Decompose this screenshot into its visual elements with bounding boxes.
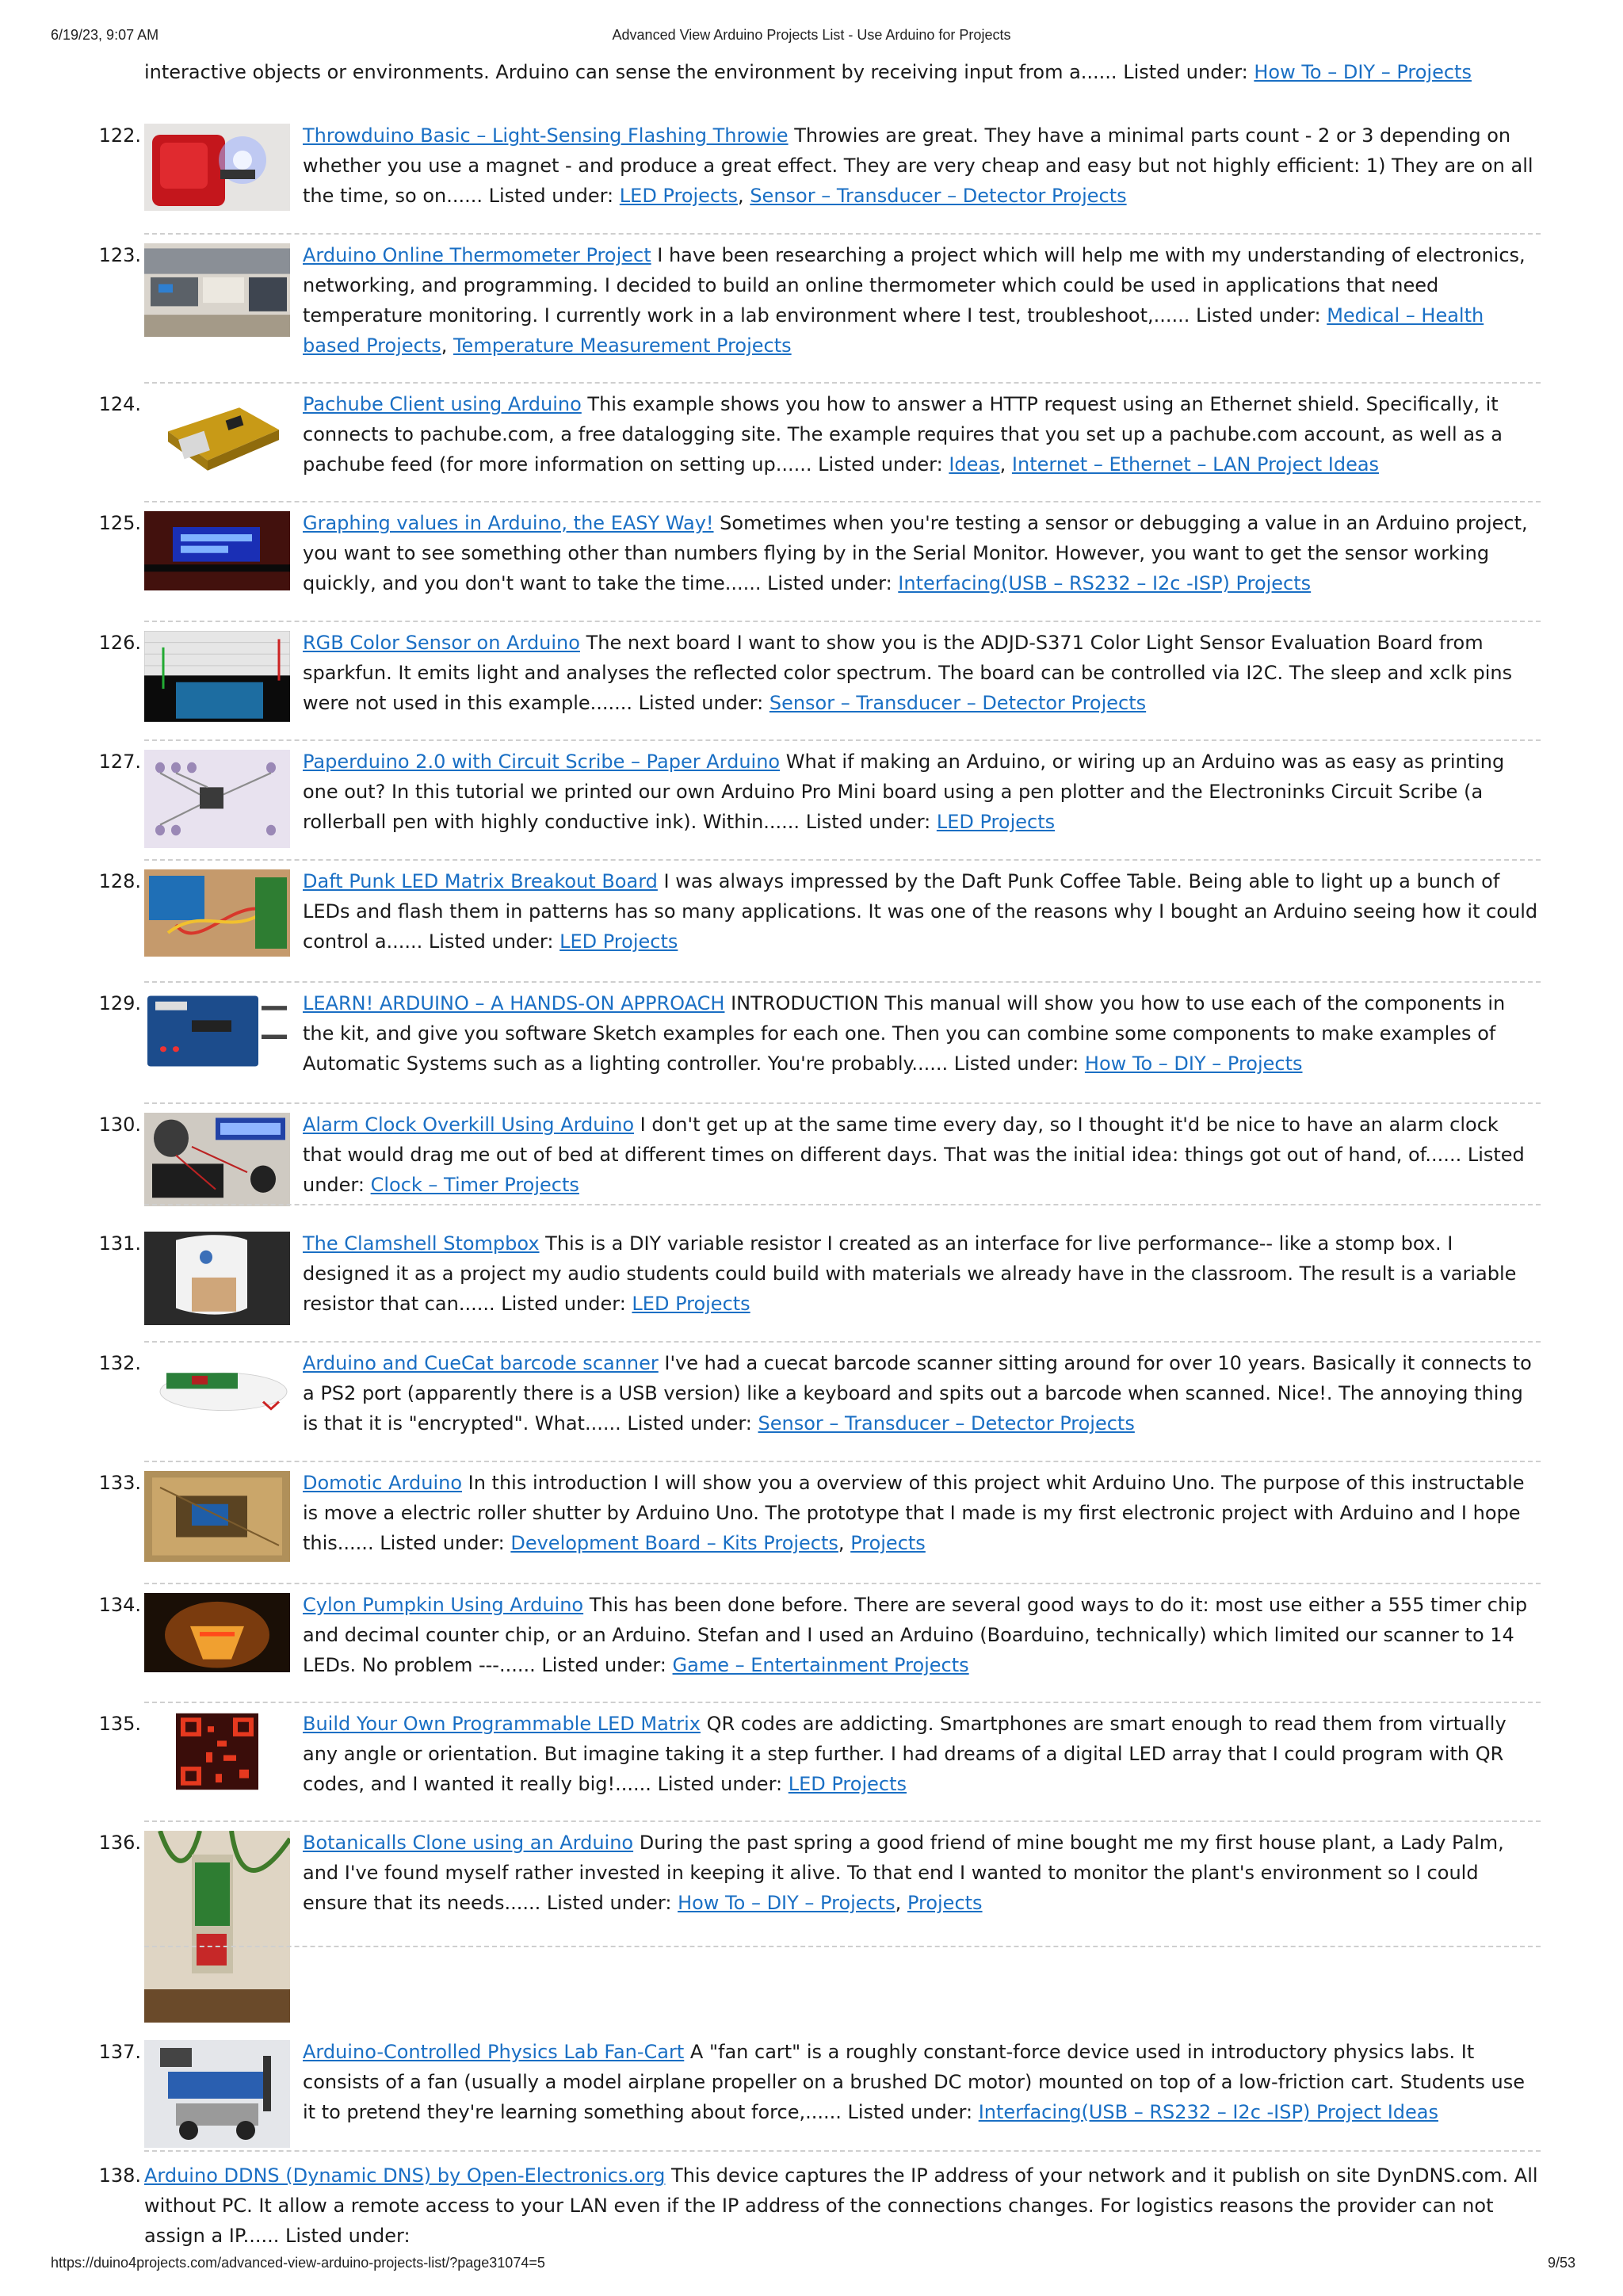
project-title-link[interactable]: Build Your Own Programmable LED Matrix	[303, 1713, 701, 1735]
project-thumbnail[interactable]	[144, 1712, 290, 1791]
item-divider	[144, 1820, 1541, 1822]
project-thumbnail[interactable]	[144, 511, 290, 590]
item-summary: I don't get up at the same time every day, so I thought it'd be nice to have an alarm clock that would drag me out of bed at different times on different days. That was the initial idea: things got out of hand, of...... Listed under:	[303, 1114, 1525, 1196]
item-description	[303, 1228, 1541, 1319]
intro-paragraph	[144, 57, 1539, 87]
project-title-link[interactable]: Arduino DDNS (Dynamic DNS) by Open-Electronics.org	[144, 2164, 666, 2187]
item-divider	[144, 1461, 1541, 1462]
project-thumbnail[interactable]	[144, 2040, 290, 2148]
item-divider	[144, 1341, 1541, 1343]
item-description	[303, 508, 1541, 598]
project-title-link[interactable]: Arduino Online Thermometer Project	[303, 244, 651, 266]
project-thumbnail[interactable]	[144, 1232, 290, 1325]
project-thumbnail[interactable]	[144, 1351, 290, 1431]
project-title-link[interactable]: RGB Color Sensor on Arduino	[303, 632, 580, 654]
item-summary: During the past spring a good friend of mine bought me my first house plant, a Lady Palm, and I've found myself rather invested in keeping it alive. To that end I wanted to monitor the plant's environment so I could ensure that its needs...... Listed under:	[303, 1832, 1504, 1914]
item-divider	[144, 233, 1541, 235]
category-link[interactable]: Medical – Health based Projects	[303, 304, 1484, 357]
item-divider	[144, 859, 1541, 861]
item-number: 124.	[98, 393, 141, 415]
project-title-link[interactable]: LEARN! ARDUINO – A HANDS-ON APPROACH	[303, 992, 725, 1014]
category-link[interactable]: LED Projects	[936, 811, 1056, 833]
item-number: 136.	[98, 1832, 141, 1854]
category-separator: ,	[441, 334, 453, 357]
item-description	[144, 2160, 1541, 2251]
category-separator: ,	[999, 453, 1012, 476]
project-title-link[interactable]: Domotic Arduino	[303, 1472, 462, 1494]
category-link[interactable]: Sensor – Transducer – Detector Projects	[769, 692, 1147, 714]
category-link[interactable]: Clock – Timer Projects	[370, 1174, 579, 1196]
item-number: 132.	[98, 1352, 141, 1374]
category-separator: ,	[738, 185, 750, 207]
item-number: 128.	[98, 870, 141, 892]
category-link[interactable]: Sensor – Transducer – Detector Projects	[750, 185, 1127, 207]
print-header-datetime: 6/19/23, 9:07 AM	[51, 27, 159, 43]
item-description	[303, 628, 1541, 718]
project-title-link[interactable]: Graphing values in Arduino, the EASY Way!	[303, 512, 714, 534]
project-title-link[interactable]: Cylon Pumpkin Using Arduino	[303, 1594, 584, 1616]
item-number: 129.	[98, 992, 141, 1014]
project-thumbnail[interactable]	[144, 1831, 290, 2023]
item-summary: The next board I want to show you is the ADJD-S371 Color Light Sensor Evaluation Board from sparkfun. It emits light and analyses the reflected color spectrum. The board can be controlled via I2C. The sleep and xclk pins were not used in this example....... Listed under:	[303, 632, 1513, 714]
project-thumbnail[interactable]	[144, 1113, 290, 1206]
item-divider	[144, 1204, 1541, 1205]
item-description	[303, 747, 1541, 837]
item-description	[303, 120, 1541, 211]
item-number: 135.	[98, 1713, 141, 1735]
item-description	[303, 866, 1541, 957]
item-summary: INTRODUCTION This manual will show you how to use each of the components in the kit, and give you software Sketch examples for each one. Then you can combine some components to make examples of Automatic Systems such as a lighting controller. You're probably...... Listed under:	[303, 992, 1506, 1075]
category-link[interactable]: Interfacing(USB – RS232 – I2c -ISP) Project Ideas	[978, 2101, 1438, 2123]
item-description	[303, 1468, 1541, 1558]
category-link[interactable]: How To – DIY – Projects	[1084, 1052, 1303, 1075]
category-separator: ,	[838, 1532, 851, 1554]
category-link[interactable]: Sensor – Transducer – Detector Projects	[758, 1412, 1135, 1435]
project-title-link[interactable]: Arduino-Controlled Physics Lab Fan-Cart	[303, 2041, 685, 2063]
item-summary: This is a DIY variable resistor I created as an interface for live performance-- like a stomp box. I designed it as a project my audio students could build with materials we already have in the classroom. The result is a variable resistor that can...... Listed under:	[303, 1232, 1517, 1315]
item-number: 123.	[98, 244, 141, 266]
category-link[interactable]: Projects	[850, 1532, 926, 1554]
item-description	[303, 2037, 1541, 2127]
item-divider	[144, 1102, 1541, 1104]
item-description	[303, 1590, 1541, 1680]
category-link[interactable]: Interfacing(USB – RS232 – I2c -ISP) Projects	[898, 572, 1312, 594]
item-number: 133.	[98, 1472, 141, 1494]
item-description	[303, 1110, 1541, 1200]
category-link[interactable]: Internet – Ethernet – LAN Project Ideas	[1011, 453, 1380, 476]
item-divider	[144, 1583, 1541, 1584]
item-summary: Sometimes when you're testing a sensor or debugging a value in an Arduino project, you want to see something other than numbers flying by in the Serial Monitor. However, you want to get the sensor working quickly, and you don't want to take the time...... Listed under:	[303, 512, 1528, 594]
item-divider	[144, 501, 1541, 502]
project-title-link[interactable]: Daft Punk LED Matrix Breakout Board	[303, 870, 658, 892]
item-summary: This has been done before. There are several good ways to do it: most use either a 555 timer chip and decimal counter chip, or an Arduino. Stefan and I used an Arduino (Boarduino, technically) which limited our scanner to 14 LEDs. No problem ---...... Listed under:	[303, 1594, 1528, 1676]
item-divider	[144, 981, 1541, 983]
item-number: 125.	[98, 512, 141, 534]
item-divider	[144, 1702, 1541, 1703]
category-link[interactable]: LED Projects	[632, 1293, 750, 1315]
item-summary: I have been researching a project which will help me with my understanding of electronics, networking, and programming. I decided to build an online thermometer which could be used in applications that need temperature monitoring. I currently work in a lab environment where I test, troubleshoot,...... Listed under:	[303, 244, 1526, 327]
item-summary: This example shows you how to answer a HTTP request using an Ethernet shield. Specifically, it connects to pachube.com, a free datalogging site. The example requires that you set up a pachube.com account, as well as a pachube feed (for more information on setting up...... Listed under:	[303, 393, 1503, 476]
category-link[interactable]: Game – Entertainment Projects	[672, 1654, 969, 1676]
item-number: 126.	[98, 632, 141, 654]
project-thumbnail[interactable]	[144, 991, 290, 1071]
project-title-link[interactable]: Pachube Client using Arduino	[303, 393, 582, 415]
item-divider	[144, 1946, 1541, 1947]
project-thumbnail[interactable]	[144, 869, 290, 977]
item-description	[303, 1709, 1541, 1799]
item-divider	[144, 2150, 1541, 2152]
item-summary: In this introduction I will show you a overview of this project whit Arduino Uno. The purpose of this instructable is move a electric roller shutter by Arduino Uno. The prototype that I made is my first electronic project with Arduino and I hope this...... Listed under:	[303, 1472, 1525, 1554]
category-link[interactable]: Projects	[907, 1892, 983, 1914]
category-link[interactable]: How To – DIY – Projects	[678, 1892, 896, 1914]
project-title-link[interactable]: The Clamshell Stompbox	[303, 1232, 540, 1255]
item-divider	[144, 739, 1541, 741]
item-summary: A "fan cart" is a roughly constant-force device used in introductory physics labs. It consists of a fan (usually a model airplane propeller on a brushed DC motor) mounted on top of a low-friction cart. Students use it to pretend they're learning something about force,...... Listed under:	[303, 2041, 1526, 2123]
project-title-link[interactable]: Arduino and CueCat barcode scanner	[303, 1352, 659, 1374]
project-thumbnail[interactable]	[144, 750, 290, 848]
project-thumbnail[interactable]	[144, 1593, 290, 1672]
item-number: 138.	[98, 2164, 141, 2187]
item-summary: Throwies are great. They have a minimal parts count - 2 or 3 depending on whether you use a magnet - and produce a great effect. They are very cheap and easy but not highly efficient: 1) They are on all the time, so on...... Listed under:	[303, 124, 1533, 207]
item-summary: This device captures the IP address of your network and it publish on site DynDNS.com. All without PC. It allow a remote access to your LAN even if the IP address of the connections changes. For logistics reasons the provider can not assign a IP...... Listed under:	[144, 2164, 1538, 2247]
print-footer-page-number: 9/53	[1547, 2255, 1575, 2271]
item-summary: What if making an Arduino, or wiring up an Arduino was as easy as printing one out? In this tutorial we printed our own Arduino Pro Mini board using a pen plotter and the Electroninks Circuit Scribe (a rollerball pen with highly conductive ink). Within...... Listed under:	[303, 751, 1505, 833]
project-title-link[interactable]: Alarm Clock Overkill Using Arduino	[303, 1114, 635, 1136]
item-divider	[144, 382, 1541, 384]
item-summary: I've had a cuecat barcode scanner sitting around for over 10 years. Basically it connects to a PS2 port (apparently there is a USB version) like a keyboard and spits out a barcode when scanned. Nice!. The annoying thing is that it is "encrypted". What...... Listed under:	[303, 1352, 1532, 1435]
intro-category-link[interactable]: How To – DIY – Projects	[1254, 61, 1472, 83]
item-number: 137.	[98, 2041, 141, 2063]
project-title-link[interactable]: Botanicalls Clone using an Arduino	[303, 1832, 634, 1854]
print-footer-url: https://duino4projects.com/advanced-view-arduino-projects-list/?page31074=5	[51, 2255, 545, 2271]
project-thumbnail[interactable]	[144, 243, 290, 337]
project-thumbnail[interactable]	[144, 631, 290, 743]
category-separator: ,	[895, 1892, 907, 1914]
category-link[interactable]: Temperature Measurement Projects	[453, 334, 792, 357]
project-thumbnail[interactable]	[144, 1471, 290, 1584]
item-description	[303, 1828, 1541, 1918]
project-title-link[interactable]: Paperduino 2.0 with Circuit Scribe – Paper Arduino	[303, 751, 781, 773]
project-thumbnail[interactable]	[144, 124, 290, 231]
item-summary: I was always impressed by the Daft Punk Coffee Table. Being able to light up a bunch of LEDs and flash them in patterns has so many applications. It was one of the reasons why I bought an Arduino seeing how it could control a...... Listed under:	[303, 870, 1538, 953]
item-description	[303, 389, 1541, 479]
print-header-title: Advanced View Arduino Projects List - Use Arduino for Projects	[612, 27, 1011, 43]
item-number: 134.	[98, 1594, 141, 1616]
project-title-link[interactable]: Throwduino Basic – Light-Sensing Flashing Throwie	[303, 124, 789, 147]
item-description	[303, 988, 1541, 1079]
project-thumbnail[interactable]	[144, 392, 290, 486]
category-link[interactable]: Ideas	[949, 453, 1000, 476]
item-number: 131.	[98, 1232, 141, 1255]
item-number: 127.	[98, 751, 141, 773]
intro-text: interactive objects or environments. Arduino can sense the environment by receiving input from a...... Listed under:	[144, 61, 1254, 83]
item-divider	[144, 621, 1541, 622]
item-summary: QR codes are addicting. Smartphones are smart enough to read them from virtually any angle or orientation. But imagine taking it a step further. I had dreams of a digital LED array that I could program with QR codes, and I wanted it really big!...... Listed under:	[303, 1713, 1507, 1795]
item-number: 130.	[98, 1114, 141, 1136]
item-description	[303, 1348, 1541, 1438]
category-link[interactable]: Development Board – Kits Projects	[510, 1532, 838, 1554]
category-link[interactable]: LED Projects	[788, 1773, 907, 1795]
category-link[interactable]: LED Projects	[619, 185, 739, 207]
item-number: 122.	[98, 124, 141, 147]
category-link[interactable]: LED Projects	[559, 930, 678, 953]
item-description	[303, 240, 1541, 361]
